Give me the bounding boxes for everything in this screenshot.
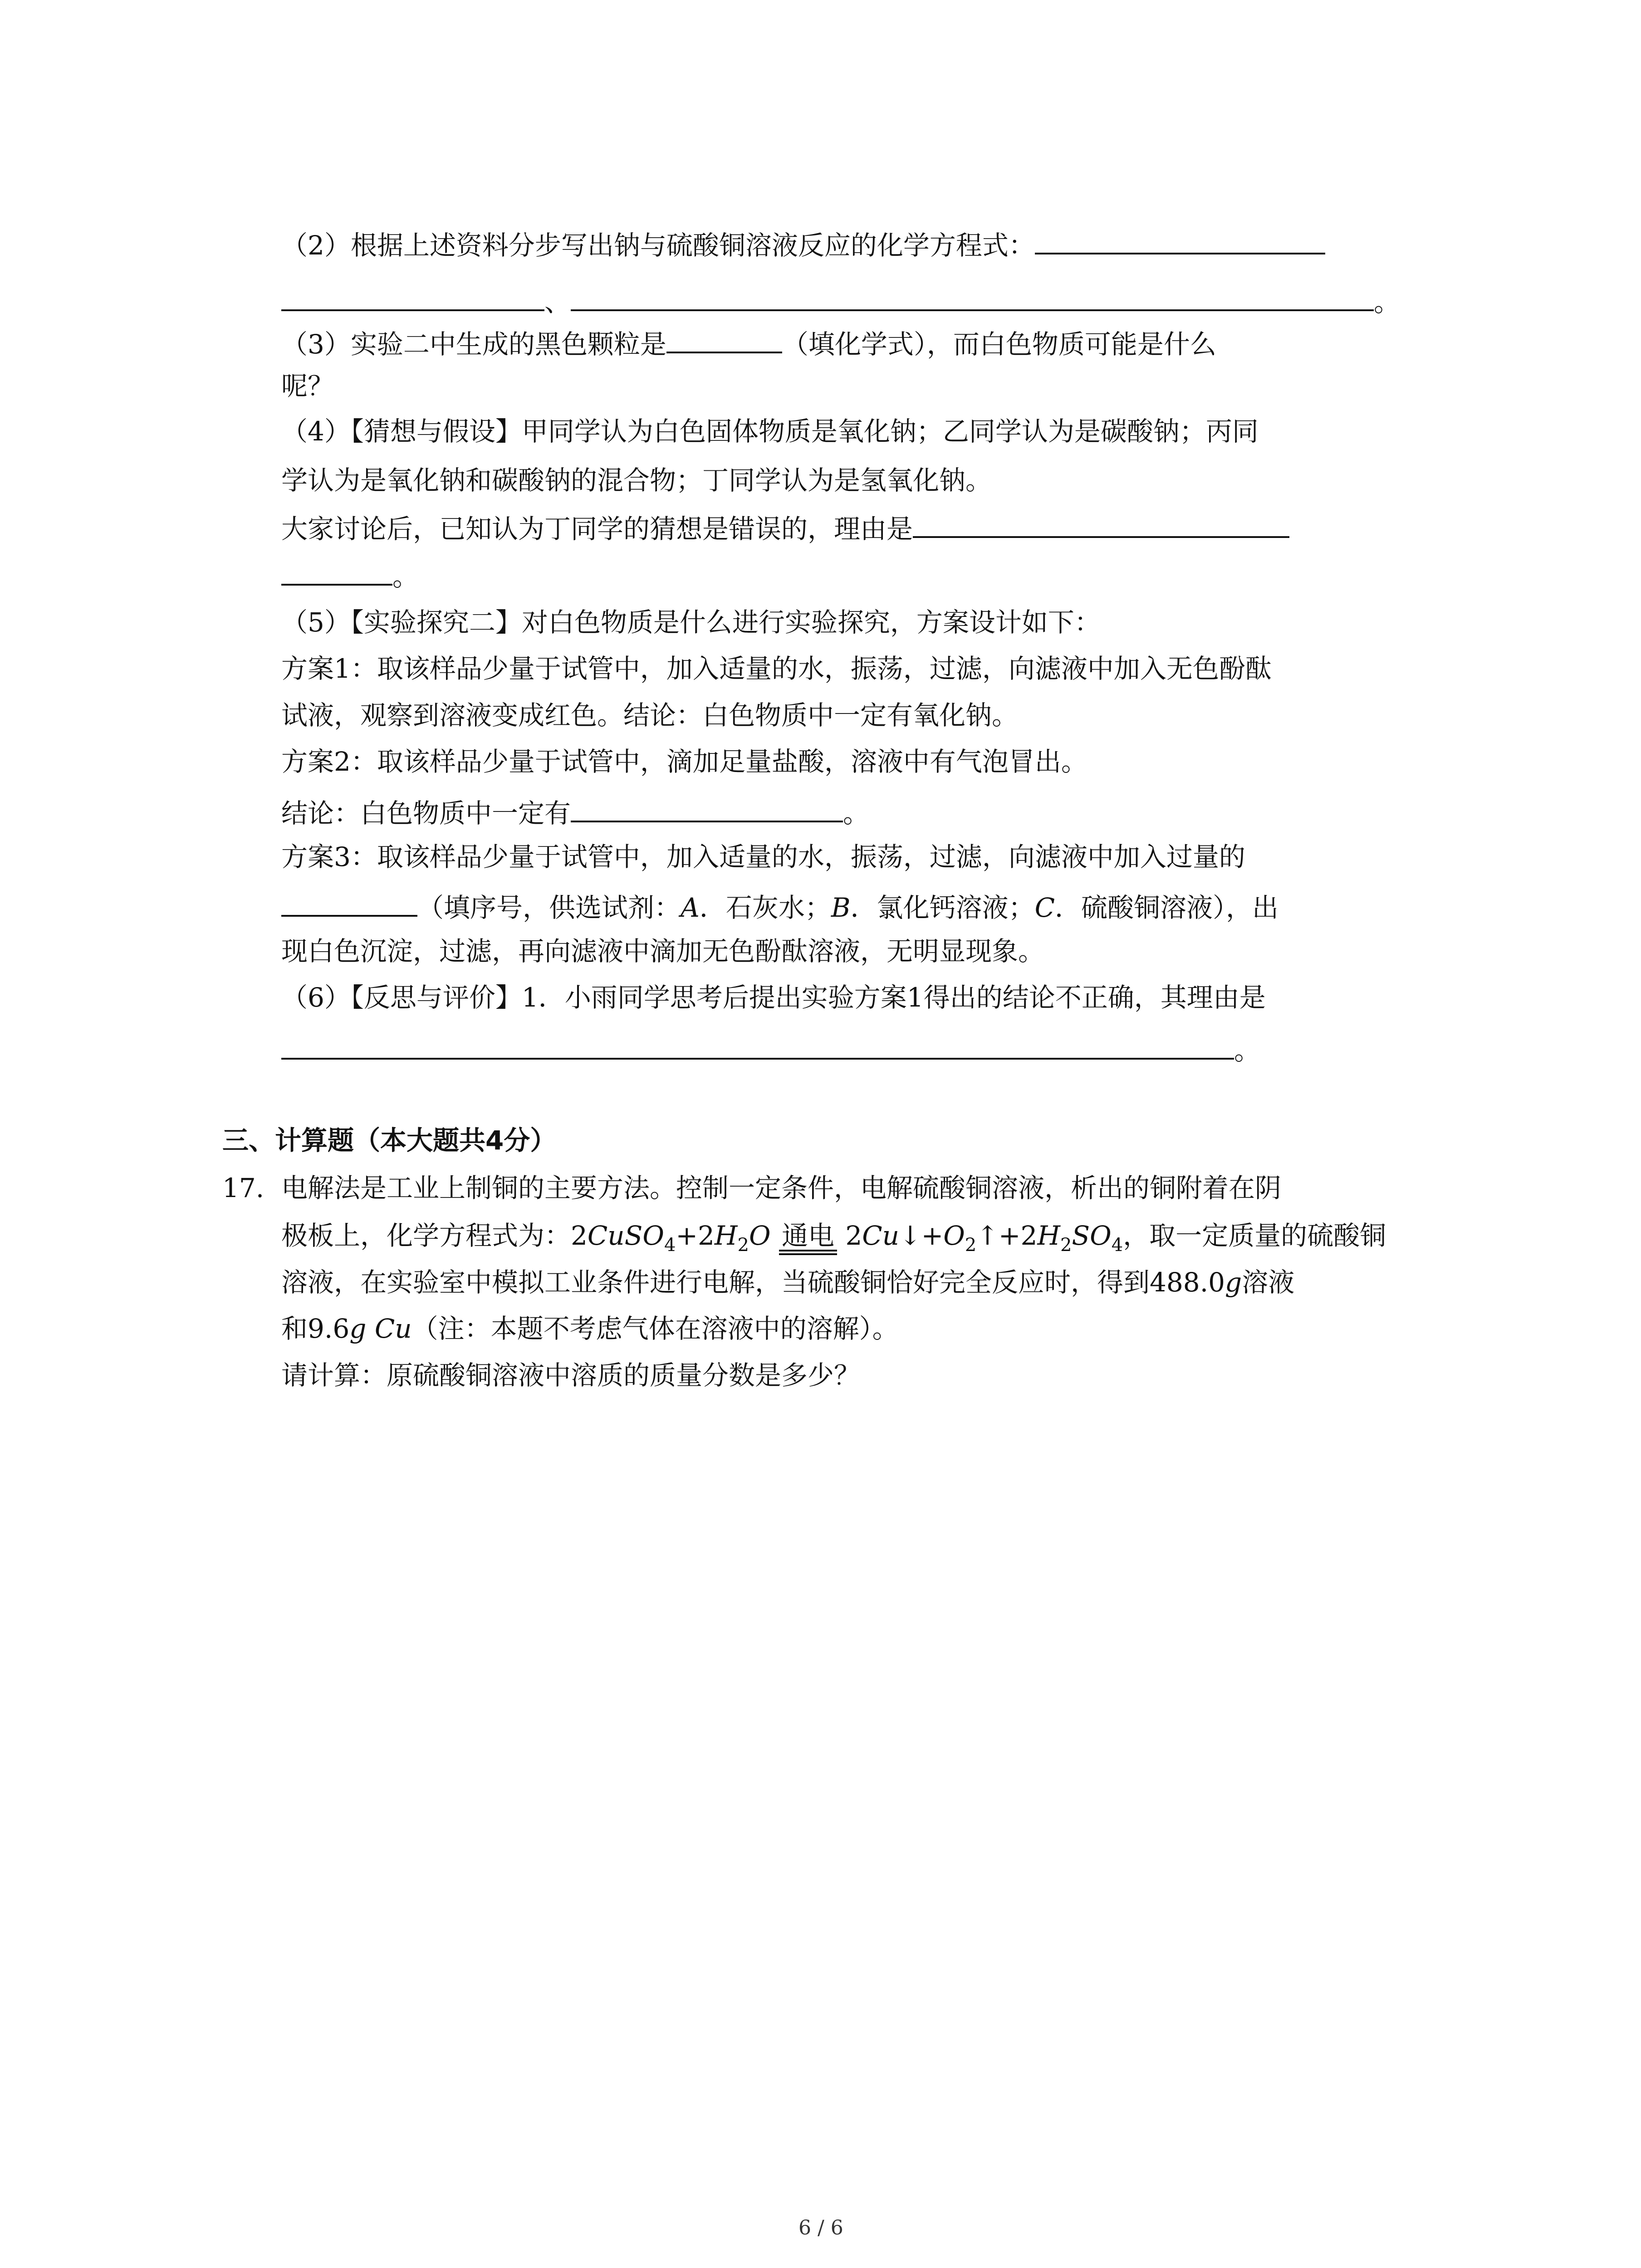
q6-end: 。 [1234, 1035, 1261, 1066]
q3-line2: 呢？ [281, 371, 334, 401]
q2-separator: 、 [544, 287, 571, 318]
q2-end: 。 [1374, 287, 1401, 318]
eq-o2: O [943, 1220, 965, 1251]
q4-end: 。 [392, 561, 419, 592]
q4-blank-1[interactable] [913, 513, 1289, 538]
q17-number: 17. [222, 1173, 265, 1203]
eq-so: SO [1072, 1220, 1112, 1251]
eq-sub-2: 2 [737, 1235, 749, 1256]
q2-line1 [281, 229, 1325, 259]
option-c-letter: C [1034, 892, 1055, 923]
q5-blank-1[interactable] [571, 797, 843, 822]
cu-symbol: Cu [374, 1313, 412, 1344]
q4-line3 [281, 513, 1289, 542]
q5-plan1-a: 方案1：取该样品少量于试管中，加入适量的水，振荡，过滤，向滤液中加入无色酚酞 [281, 653, 1272, 684]
q4-line2: 学认为是氧化钠和碳酸钠的混合物；丁同学认为是氢氧化钠。 [281, 465, 992, 496]
q5-plan2-a: 方案2：取该样品少量于试管中，滴加足量盐酸，溶液中有气泡冒出。 [281, 746, 1087, 777]
eq-sub-2b: 2 [965, 1235, 977, 1256]
eq-coef-2: 2 [845, 1220, 862, 1251]
option-b-text: ．氯化钙溶液； [850, 892, 1035, 923]
q17-line3-end: 溶液 [1242, 1267, 1295, 1298]
q17-line3 [281, 1267, 1295, 1298]
eq-sub-4b: 4 [1111, 1235, 1123, 1256]
q4-blank-2[interactable] [281, 560, 392, 586]
q17-line2-intro: 极板上，化学方程式为： [281, 1220, 571, 1251]
option-a-text: ．石灰水； [699, 892, 831, 923]
q2-line2 [281, 286, 1401, 318]
option-a-letter: A [681, 892, 700, 923]
q5-plan3-options-intro: （填序号，供选试剂： [417, 892, 681, 923]
q2-text: （2）根据上述资料分步写出钠与硫酸铜溶液反应的化学方程式： [281, 230, 1035, 261]
q3-text-a: （3）实验二中生成的黑色颗粒是 [281, 329, 666, 360]
q17-line4-text: 和9.6 [281, 1313, 350, 1344]
eq-cu: Cu [862, 1220, 900, 1251]
q17-line1: 电解法是工业上制铜的主要方法。控制一定条件，电解硫酸铜溶液，析出的铜附着在阴 [281, 1173, 1282, 1203]
eq-coef-1: 2 [571, 1220, 588, 1251]
unit-g-2: g [349, 1313, 367, 1344]
q5-plan3-c: 现白色沉淀，过滤，再向滤液中滴加无色酚酞溶液，无明显现象。 [281, 936, 1045, 967]
eq-condition: 通电 [779, 1222, 837, 1249]
q2-blank-3[interactable] [571, 286, 1374, 311]
q3-text-b: （填化学式），而白色物质可能是什么 [782, 329, 1216, 360]
q4-text: 大家讨论后，已知认为丁同学的猜想是错误的，理由是 [281, 513, 913, 544]
q5-plan1-b: 试液，观察到溶液变成红色。结论：白色物质中一定有氧化钠。 [281, 700, 1019, 731]
q5-plan3-a: 方案3：取该样品少量于试管中，加入适量的水，振荡，过滤，向滤液中加入过量的 [281, 841, 1245, 872]
eq-sub-4: 4 [664, 1235, 676, 1256]
q6-blank[interactable] [281, 1034, 1234, 1060]
q5-plan2-conclusion: 结论：白色物质中一定有 [281, 798, 571, 829]
q6-line2 [281, 1034, 1260, 1064]
q17-line3-text: 溶液，在实验室中模拟工业条件进行电解，当硫酸铜恰好完全反应时，得到488.0 [281, 1267, 1225, 1298]
chemical-equation [571, 1220, 1123, 1256]
eq-h: H [714, 1220, 738, 1251]
q17-line4-note: （注：本题不考虑气体在溶液中的溶解）。 [411, 1313, 899, 1344]
q3-line1 [281, 328, 1216, 360]
page-number: 6 / 6 [798, 2216, 843, 2239]
eq-h2: H [1037, 1220, 1060, 1251]
eq-o: O [749, 1220, 771, 1251]
q17-line2 [281, 1220, 1386, 1256]
q2-blank-2[interactable] [281, 286, 544, 311]
option-b-letter: B [831, 892, 851, 923]
q5-blank-2[interactable] [281, 891, 417, 917]
eq-plus-2: +2 [676, 1220, 715, 1251]
q2-blank-1[interactable] [1035, 229, 1325, 254]
q4-line4 [281, 560, 419, 590]
q5-line1: （5）【实验探究二】对白色物质是什么进行实验探究，方案设计如下： [281, 607, 1101, 638]
q5-plan3-b [281, 891, 1279, 921]
q17-line5: 请计算：原硫酸铜溶液中溶质的质量分数是多少？ [281, 1360, 861, 1391]
q17-line2-end: ，取一定质量的硫酸铜 [1123, 1220, 1386, 1251]
eq-down-arrow: ↓+ [899, 1220, 944, 1251]
eq-cuso: CuSO [587, 1220, 664, 1251]
eq-up-arrow: ↑+2 [976, 1220, 1038, 1251]
unit-g: g [1225, 1267, 1242, 1298]
section-3-heading: 三、计算题（本大题共4分） [222, 1125, 557, 1156]
option-c-text: ．硫酸铜溶液），出 [1054, 892, 1279, 923]
eq-sub-2c: 2 [1060, 1235, 1072, 1256]
q17-line4 [281, 1315, 899, 1342]
q4-line1: （4）【猜想与假设】甲同学认为白色固体物质是氧化钠；乙同学认为是碳酸钠；丙同 [281, 416, 1259, 447]
q5-plan2-b [281, 797, 870, 829]
q5-plan2-end: 。 [843, 798, 870, 829]
q6-line1: （6）【反思与评价】1．小雨同学思考后提出实验方案1得出的结论不正确，其理由是 [281, 982, 1266, 1013]
q3-blank[interactable] [666, 328, 782, 353]
